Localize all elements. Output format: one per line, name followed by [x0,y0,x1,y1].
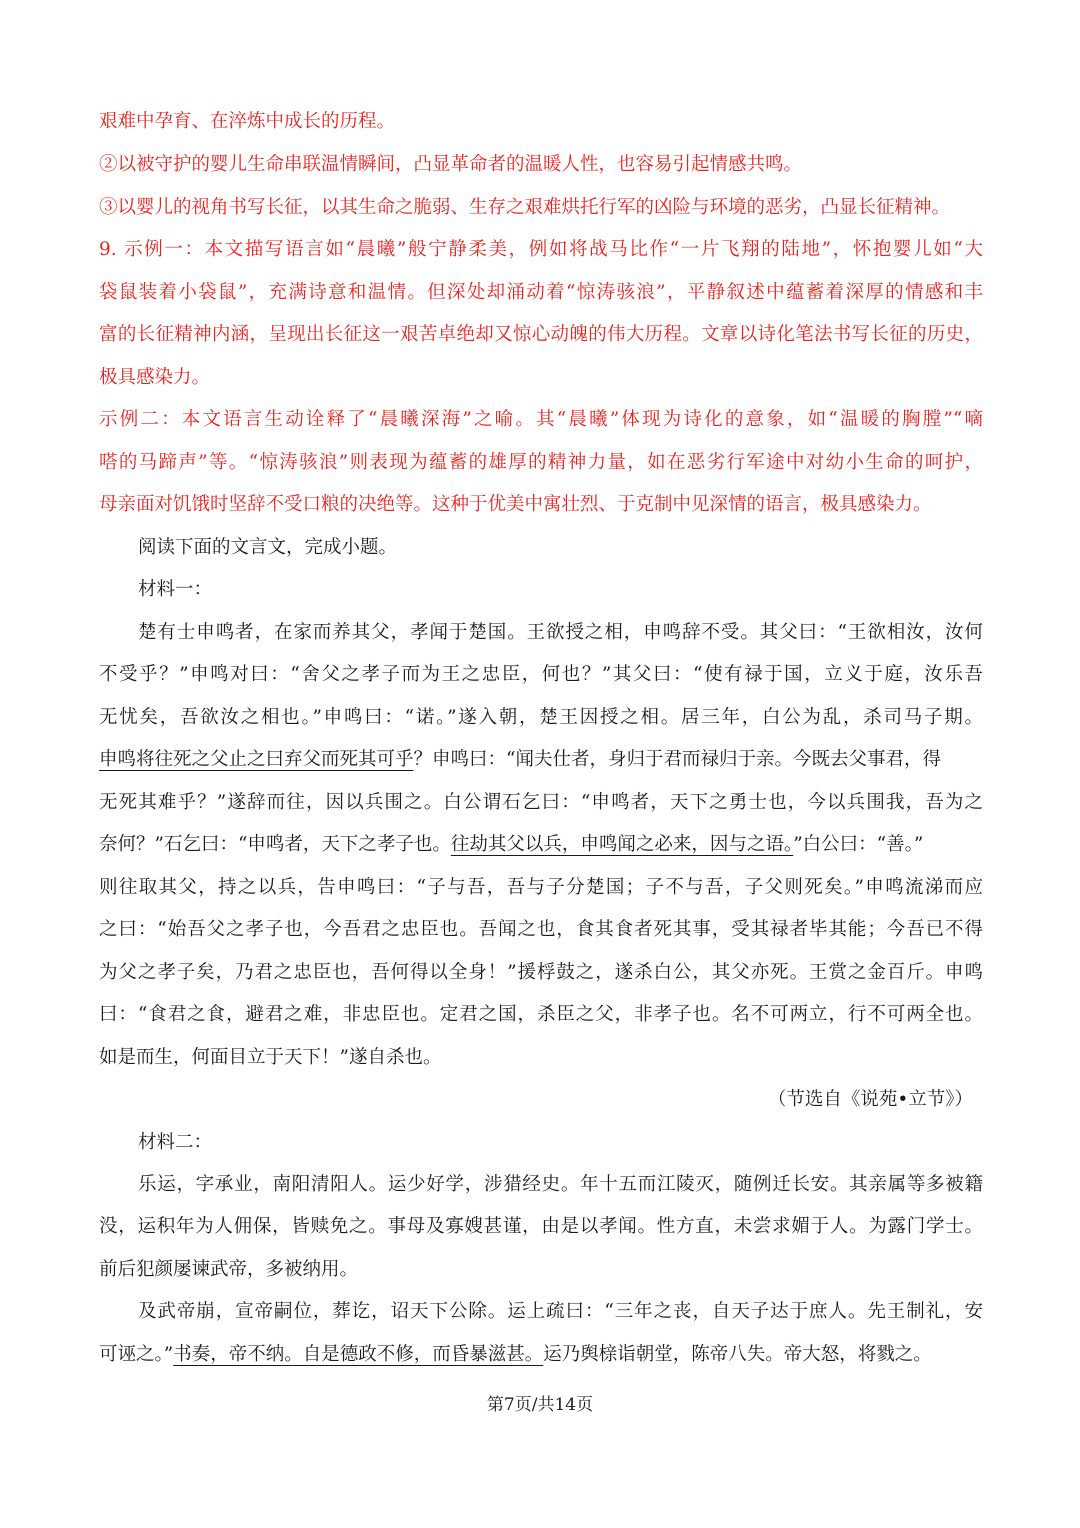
reading-instruction: 阅读下面的文言文，完成小题。 [138,537,398,558]
passage-line: 及武帝崩，宣帝嗣位，葬讫，诏天下公除。运上疏曰：“三年之丧，自天子达于庶人。先王制礼，安 [138,1301,983,1322]
answer-line: ③以婴儿的视角书写长征，以其生命之脆弱、生存之艰难烘托行军的凶险与环境的恶劣，凸显长征精神。 [99,197,951,218]
source-citation: （节选自《说苑•立节》） [767,1089,973,1110]
passage-line [99,833,983,857]
passage-line [99,1343,983,1367]
passage-text: ”白公曰：“善。” [793,834,924,855]
passage-line: 没，运积年为人佣保，皆赎免之。事母及寡嫂甚谨，由是以孝闻。性方直，未尝求媚于人。为露门学士。 [99,1216,983,1237]
passage-text: 运乃舆榇诣朝堂，陈帝八失。帝大怒，将戮之。 [543,1344,932,1365]
passage-line: 如是而生，何面目立于天下！”遂自杀也。 [99,1047,442,1068]
passage-text: ？申鸣曰：“闻夫仕者，身归于君而禄归于亲。今既去父事君，得 [413,749,941,770]
answer-line: 示例二：本文语言生动诠释了“晨曦深海”之喻。其“晨曦”体现为诗化的意象，如“温暖的胸膛”“嘀 [99,409,983,430]
answer-line: 嗒的马蹄声”等。“惊涛骇浪”则表现为蕴蓄的雄厚的精神力量，如在恶劣行军途中对幼小生命的呵护， [99,452,983,473]
material-label: 材料一： [138,579,213,600]
passage-line: 不受乎？”申鸣对曰：“舍父之孝子而为王之忠臣，何也？”其父曰：“使有禄于国，立义于庭，汝乐吾 [99,664,983,685]
passage-line: 曰：“食君之食，避君之难，非忠臣也。定君之国，杀臣之父，非孝子也。名不可两立，行不可两全也。 [99,1004,983,1025]
answer-line: 富的长征精神内涵，呈现出长征这一艰苦卓绝却又惊心动魄的伟大历程。文章以诗化笔法书写长征的历史， [99,324,983,345]
answer-line: 9. 示例一：本文描写语言如“晨曦”般宁静柔美，例如将战马比作“一片飞翔的陆地”，怀抱婴儿如“大 [99,239,983,260]
answer-line: 袋鼠装着小袋鼠”，充满诗意和温情。但深处却涌动着“惊涛骇浪”，平静叙述中蕴蓄着深厚的情感和丰 [99,282,983,303]
answer-line: 艰难中孕育、在淬炼中成长的历程。 [99,111,396,132]
passage-line: 楚有士申鸣者，在家而养其父，孝闻于楚国。王欲授之相，申鸣辞不受。其父曰：“王欲相汝，汝何 [138,622,983,643]
passage-line: 乐运，字承业，南阳清阳人。运少好学，涉猎经史。年十五而江陵灭，随例迁长安。其亲属等多被籍 [138,1174,983,1195]
passage-line: 前后犯颜屡谏武帝，多被纳用。 [99,1259,359,1280]
underlined-sentence: 申鸣将往死之父止之曰弃父而死其可乎 [99,749,414,770]
passage-line: 则往取其父，持之以兵，告申鸣曰：“子与吾，吾与子分楚国；子不与吾，子父则死矣。”申鸣流涕而应 [99,877,983,898]
passage-line [99,748,983,772]
passage-line: 之曰：“始吾父之孝子也，今吾君之忠臣也。吾闻之也，食其食者死其事，受其禄者毕其能；今吾已不得 [99,919,983,940]
underlined-sentence: 往劫其父以兵，申鸣闻之必来，因与之语。 [450,834,794,855]
page-number: 第7页/共14页 [486,1395,594,1415]
answer-line: ②以被守护的婴儿生命串联温情瞬间，凸显革命者的温暖人性，也容易引起情感共鸣。 [99,154,803,175]
passage-line: 无忧矣，吾欲汝之相也。”申鸣曰：“诺。”遂入朝，楚王因授之相。居三年，白公为乱，杀司马子期。 [99,707,983,728]
passage-line: 无死其难乎？”遂辞而往，因以兵围之。白公谓石乞曰：“申鸣者，天下之勇士也，今以兵围我，吾为之 [99,792,983,813]
passage-text: 可诬之。” [99,1344,174,1365]
passage-line: 为父之孝子矣，乃君之忠臣也，吾何得以全身！”援桴鼓之，遂杀白公，其父亦死。王赏之金百斤。申鸣 [99,962,983,983]
answer-line: 母亲面对饥饿时坚辞不受口粮的决绝等。这种于优美中寓壮烈、于克制中见深情的语言，极具感染力。 [99,494,932,515]
answer-line: 极具感染力。 [99,367,211,388]
passage-text: 奈何？”石乞曰：“申鸣者，天下之孝子也。 [99,834,451,855]
underlined-sentence: 书奏，帝不纳。自是德政不修，而昏暴滋甚。 [173,1344,544,1365]
material-label: 材料二： [138,1132,213,1153]
